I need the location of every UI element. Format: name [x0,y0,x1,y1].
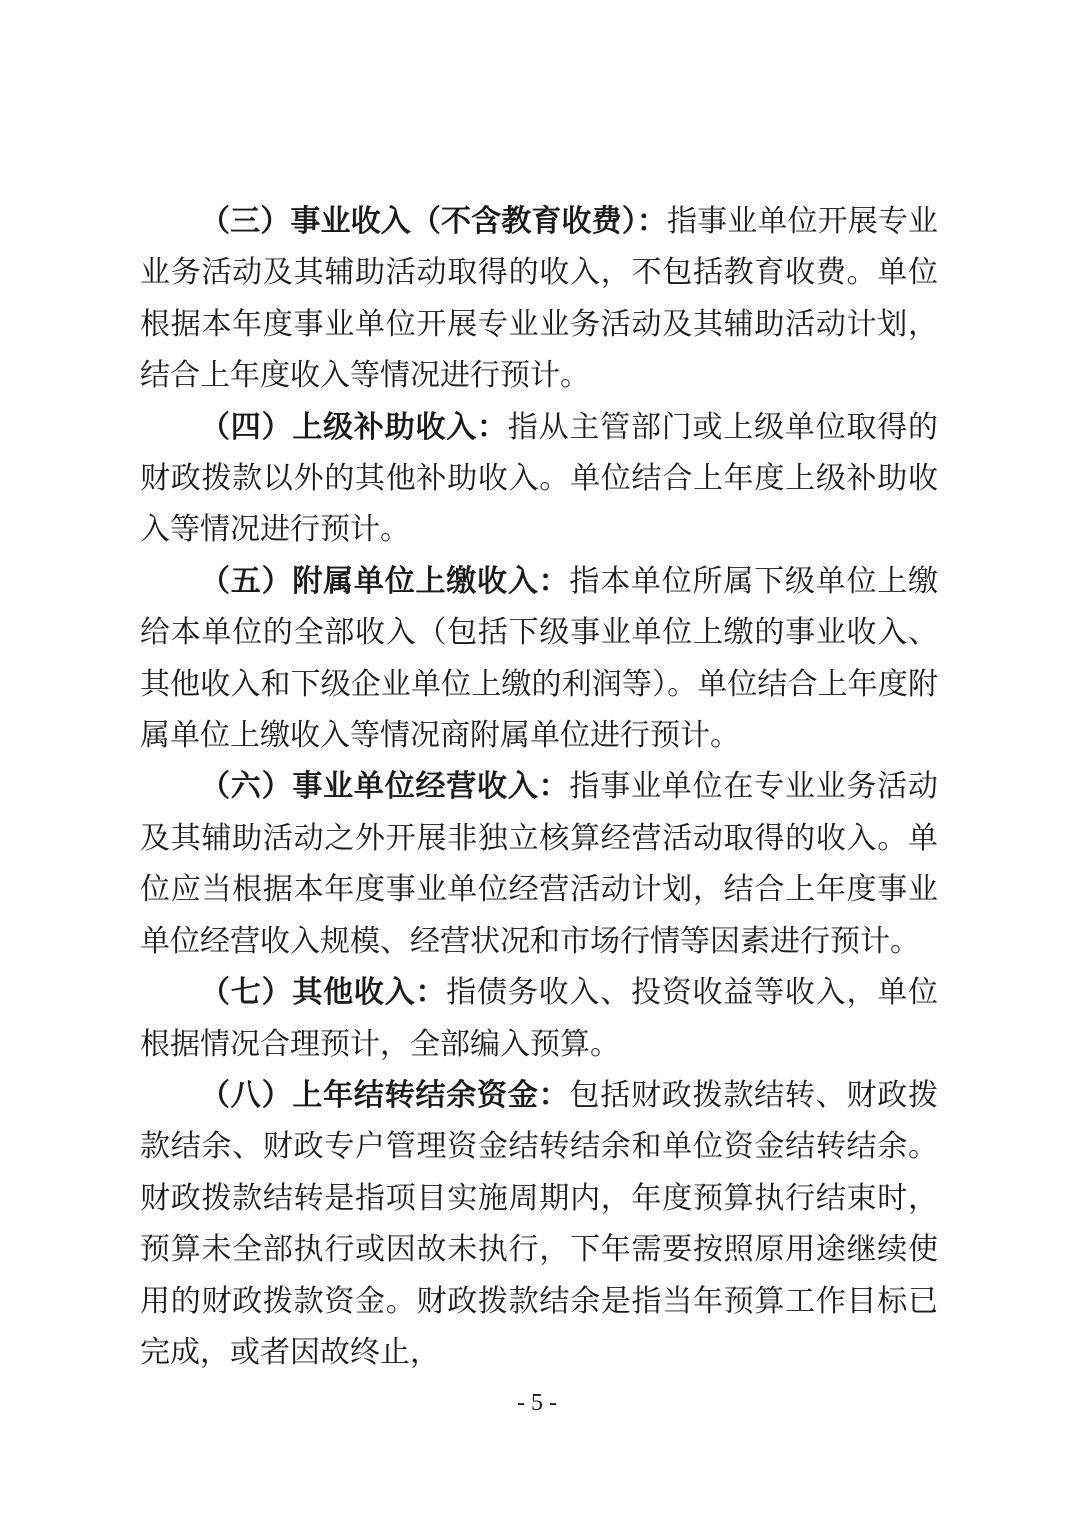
paragraph-text: 包括财政拨款结转、财政拨款结余、财政专户管理资金结转结余和单位资金结转结余。财政拨款结转是指项目实施周期内，年度预算执行结束时，预算未全部执行或因故未执行，下年需要按照原用途继续使用的财政拨款资金。财政拨款结余是指当年预算工作目标已完成，或者因故终止， [140,1077,939,1370]
paragraph-term: （四）上级补助收入： [200,409,508,445]
paragraph-term: （八）上年结转结余资金： [200,1077,570,1113]
paragraph-superior-subsidy-income [140,402,938,556]
paragraph-term: （六）事业单位经营收入： [200,769,570,805]
paragraph-text: 指事业单位在专业业务活动及其辅助活动之外开展非独立核算经营活动取得的收入。单位应当根据本年度事业单位经营活动计划，结合上年度事业单位经营收入规模、经营状况和市场行情等因素进行预计。 [140,769,939,959]
paragraph-text: 指事业单位开展专业业务活动及其辅助活动取得的收入，不包括教育收费。单位根据本年度事业单位开展专业业务活动及其辅助活动计划，结合上年度收入等情况进行预计。 [140,204,938,394]
paragraph-business-income [140,196,938,402]
body-text [140,196,938,1378]
paragraph-other-income [140,967,938,1070]
paragraph-text: 指债务收入、投资收益等收入，单位根据情况合理预计，全部编入预算。 [140,975,939,1062]
paragraph-text: 指从主管部门或上级单位取得的财政拨款以外的其他补助收入。单位结合上年度上级补助收入等情况进行预计。 [140,409,939,548]
paragraph-operating-income [140,761,938,967]
paragraph-term: （七）其他收入： [200,975,447,1011]
paragraph-affiliated-unit-income [140,556,938,762]
paragraph-term: （五）附属单位上缴收入： [200,563,570,599]
paragraph-text: 指本单位所属下级单位上缴给本单位的全部收入（包括下级事业单位上缴的事业收入、其他收入和下级企业单位上缴的利润等）。单位结合上年度附属单位上缴收入等情况商附属单位进行预计。 [140,563,939,754]
paragraph-term: （三）事业收入（不含教育收费）： [200,204,667,239]
page-number: - 5 - [517,1390,557,1416]
paragraph-carryover-funds [140,1070,938,1378]
